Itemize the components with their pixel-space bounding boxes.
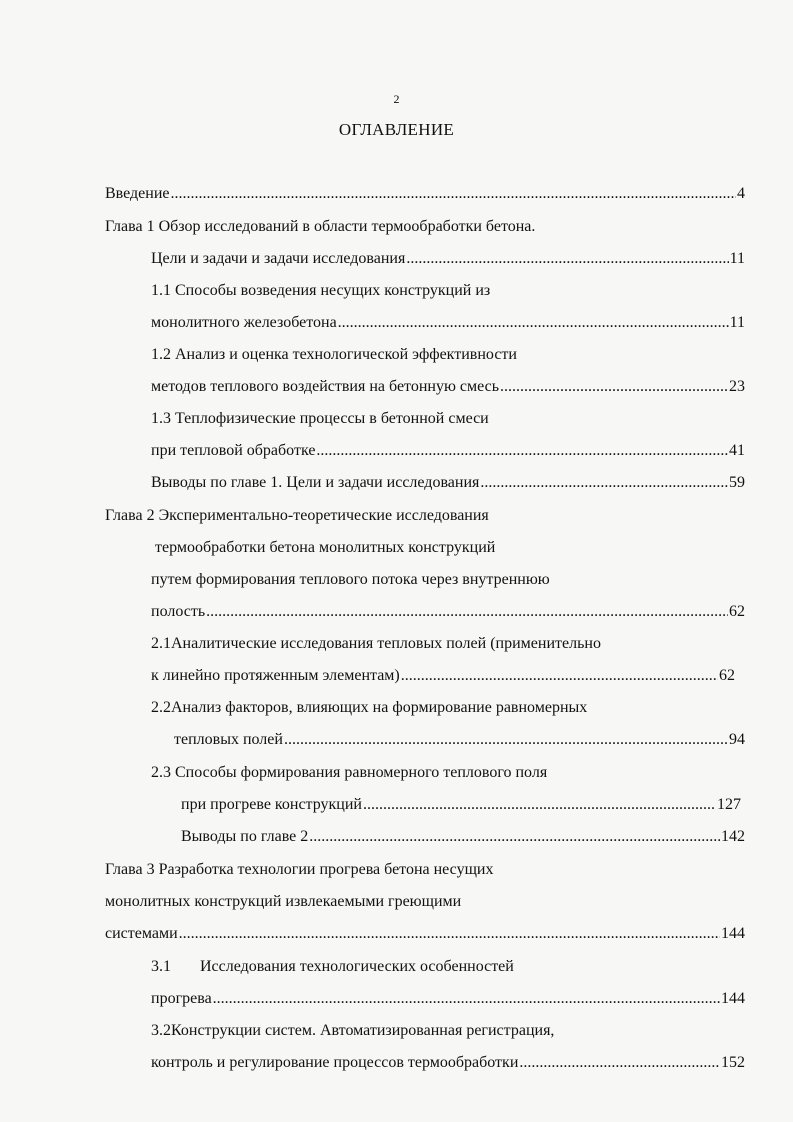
- toc-text: при прогреве конструкций: [181, 796, 362, 813]
- toc-page: 127: [717, 796, 741, 813]
- toc-entry-1-3: [151, 441, 745, 461]
- leader-dots: [401, 666, 718, 686]
- toc-text: Выводы по главе 1. Цели и задачи исследования: [151, 474, 480, 491]
- leader-dots: [500, 377, 728, 397]
- toc-section-2-3: 2.3 Способы формирования равномерного теплового поля: [151, 764, 548, 781]
- toc-entry-ch2-conclusions: [181, 827, 745, 847]
- toc-page: 4: [737, 185, 745, 202]
- toc-text: Выводы по главе 2: [181, 828, 309, 845]
- leader-dots: [519, 1053, 720, 1073]
- toc-entry-2-2: [174, 730, 745, 750]
- toc-page: 62: [729, 603, 745, 620]
- toc-section-1-1: 1.1 Способы возведения несущих конструкций из: [151, 282, 491, 299]
- toc-chapter-2-line-3: путем формирования теплового потока через внутреннюю: [151, 571, 550, 588]
- toc-entry-2-1: [151, 666, 735, 686]
- toc-entry-3-1: [151, 989, 745, 1009]
- toc-chapter-2-line-2: термообработки бетона монолитных конструкций: [155, 539, 496, 556]
- toc-text: к линейно протяженным элементам): [151, 667, 400, 684]
- toc-section-3-1-number: 3.1: [151, 958, 171, 975]
- toc-entry-ch2: [151, 602, 745, 622]
- toc-section-1-2: 1.2 Анализ и оценка технологической эффективности: [151, 346, 517, 363]
- toc-text: полость: [151, 603, 206, 620]
- toc-page: 41: [729, 442, 745, 459]
- leader-dots: [206, 602, 728, 622]
- toc-chapter-3: Глава 3 Разработка технологии прогрева бетона несущих: [105, 861, 494, 878]
- toc-page: 144: [721, 925, 745, 942]
- page-title: ОГЛАВЛЕНИЕ: [338, 120, 455, 139]
- leader-dots: [363, 795, 716, 815]
- toc-page: 144: [721, 990, 745, 1007]
- toc-chapter-2: Глава 2 Экспериментально-теоретические исследования: [105, 507, 489, 524]
- leader-dots: [338, 313, 729, 333]
- toc-page: 62: [719, 667, 735, 684]
- toc-entry-ch3: [105, 924, 745, 944]
- toc-text: контроль и регулирование процессов термообработки: [151, 1054, 519, 1071]
- toc-text: Введение: [105, 185, 170, 202]
- toc-text: Цели и задачи и задачи исследования: [151, 250, 406, 267]
- leader-dots: [316, 441, 728, 461]
- toc-text: монолитного железобетона: [151, 314, 337, 331]
- leader-dots: [179, 924, 720, 944]
- toc-entry-ch1-goals: [151, 249, 745, 269]
- toc-chapter-1: Глава 1 Обзор исследований в области термообработки бетона.: [105, 218, 536, 235]
- toc-entry-1-1: [151, 313, 745, 333]
- leader-dots: [213, 989, 720, 1009]
- toc-entry-2-3: [181, 795, 741, 815]
- toc-text: при тепловой обработке: [151, 442, 316, 459]
- leader-dots: [309, 827, 720, 847]
- toc-section-3-2: 3.2Конструкции систем. Автоматизированная регистрация,: [151, 1022, 555, 1039]
- page-number: 2: [393, 92, 400, 106]
- toc-entry-3-2: [151, 1053, 745, 1073]
- toc-text: тепловых полей: [174, 731, 283, 748]
- toc-text: методов теплового воздействия на бетонную смесь: [151, 378, 500, 395]
- toc-page: 152: [721, 1054, 745, 1071]
- leader-dots: [284, 730, 728, 750]
- toc-chapter-3-line-2: монолитных конструкций извлекаемыми греющими: [105, 893, 462, 910]
- toc-section-3-1: Исследования технологических особенностей: [200, 958, 514, 975]
- toc-page: 59: [729, 474, 745, 491]
- toc-entry-1-2: [151, 377, 745, 397]
- toc-entry-intro: [105, 184, 745, 204]
- toc-page: 142: [721, 828, 745, 845]
- toc-text: системами: [105, 925, 178, 942]
- toc-section-1-3: 1.3 Теплофизические процессы в бетонной смеси: [151, 410, 489, 427]
- toc-text: прогрева: [151, 990, 212, 1007]
- toc-page: 11: [729, 314, 745, 331]
- toc-page: 11: [729, 250, 745, 267]
- leader-dots: [406, 249, 728, 269]
- toc-page: 23: [729, 378, 745, 395]
- toc-section-2-2: 2.2Анализ факторов, влияющих на формирование равномерных: [151, 699, 588, 716]
- leader-dots: [480, 473, 728, 493]
- leader-dots: [171, 184, 737, 204]
- toc-page: 94: [729, 731, 745, 748]
- toc-entry-ch1-conclusions: [151, 473, 745, 493]
- toc-section-2-1: 2.1Аналитические исследования тепловых полей (применительно: [151, 635, 601, 652]
